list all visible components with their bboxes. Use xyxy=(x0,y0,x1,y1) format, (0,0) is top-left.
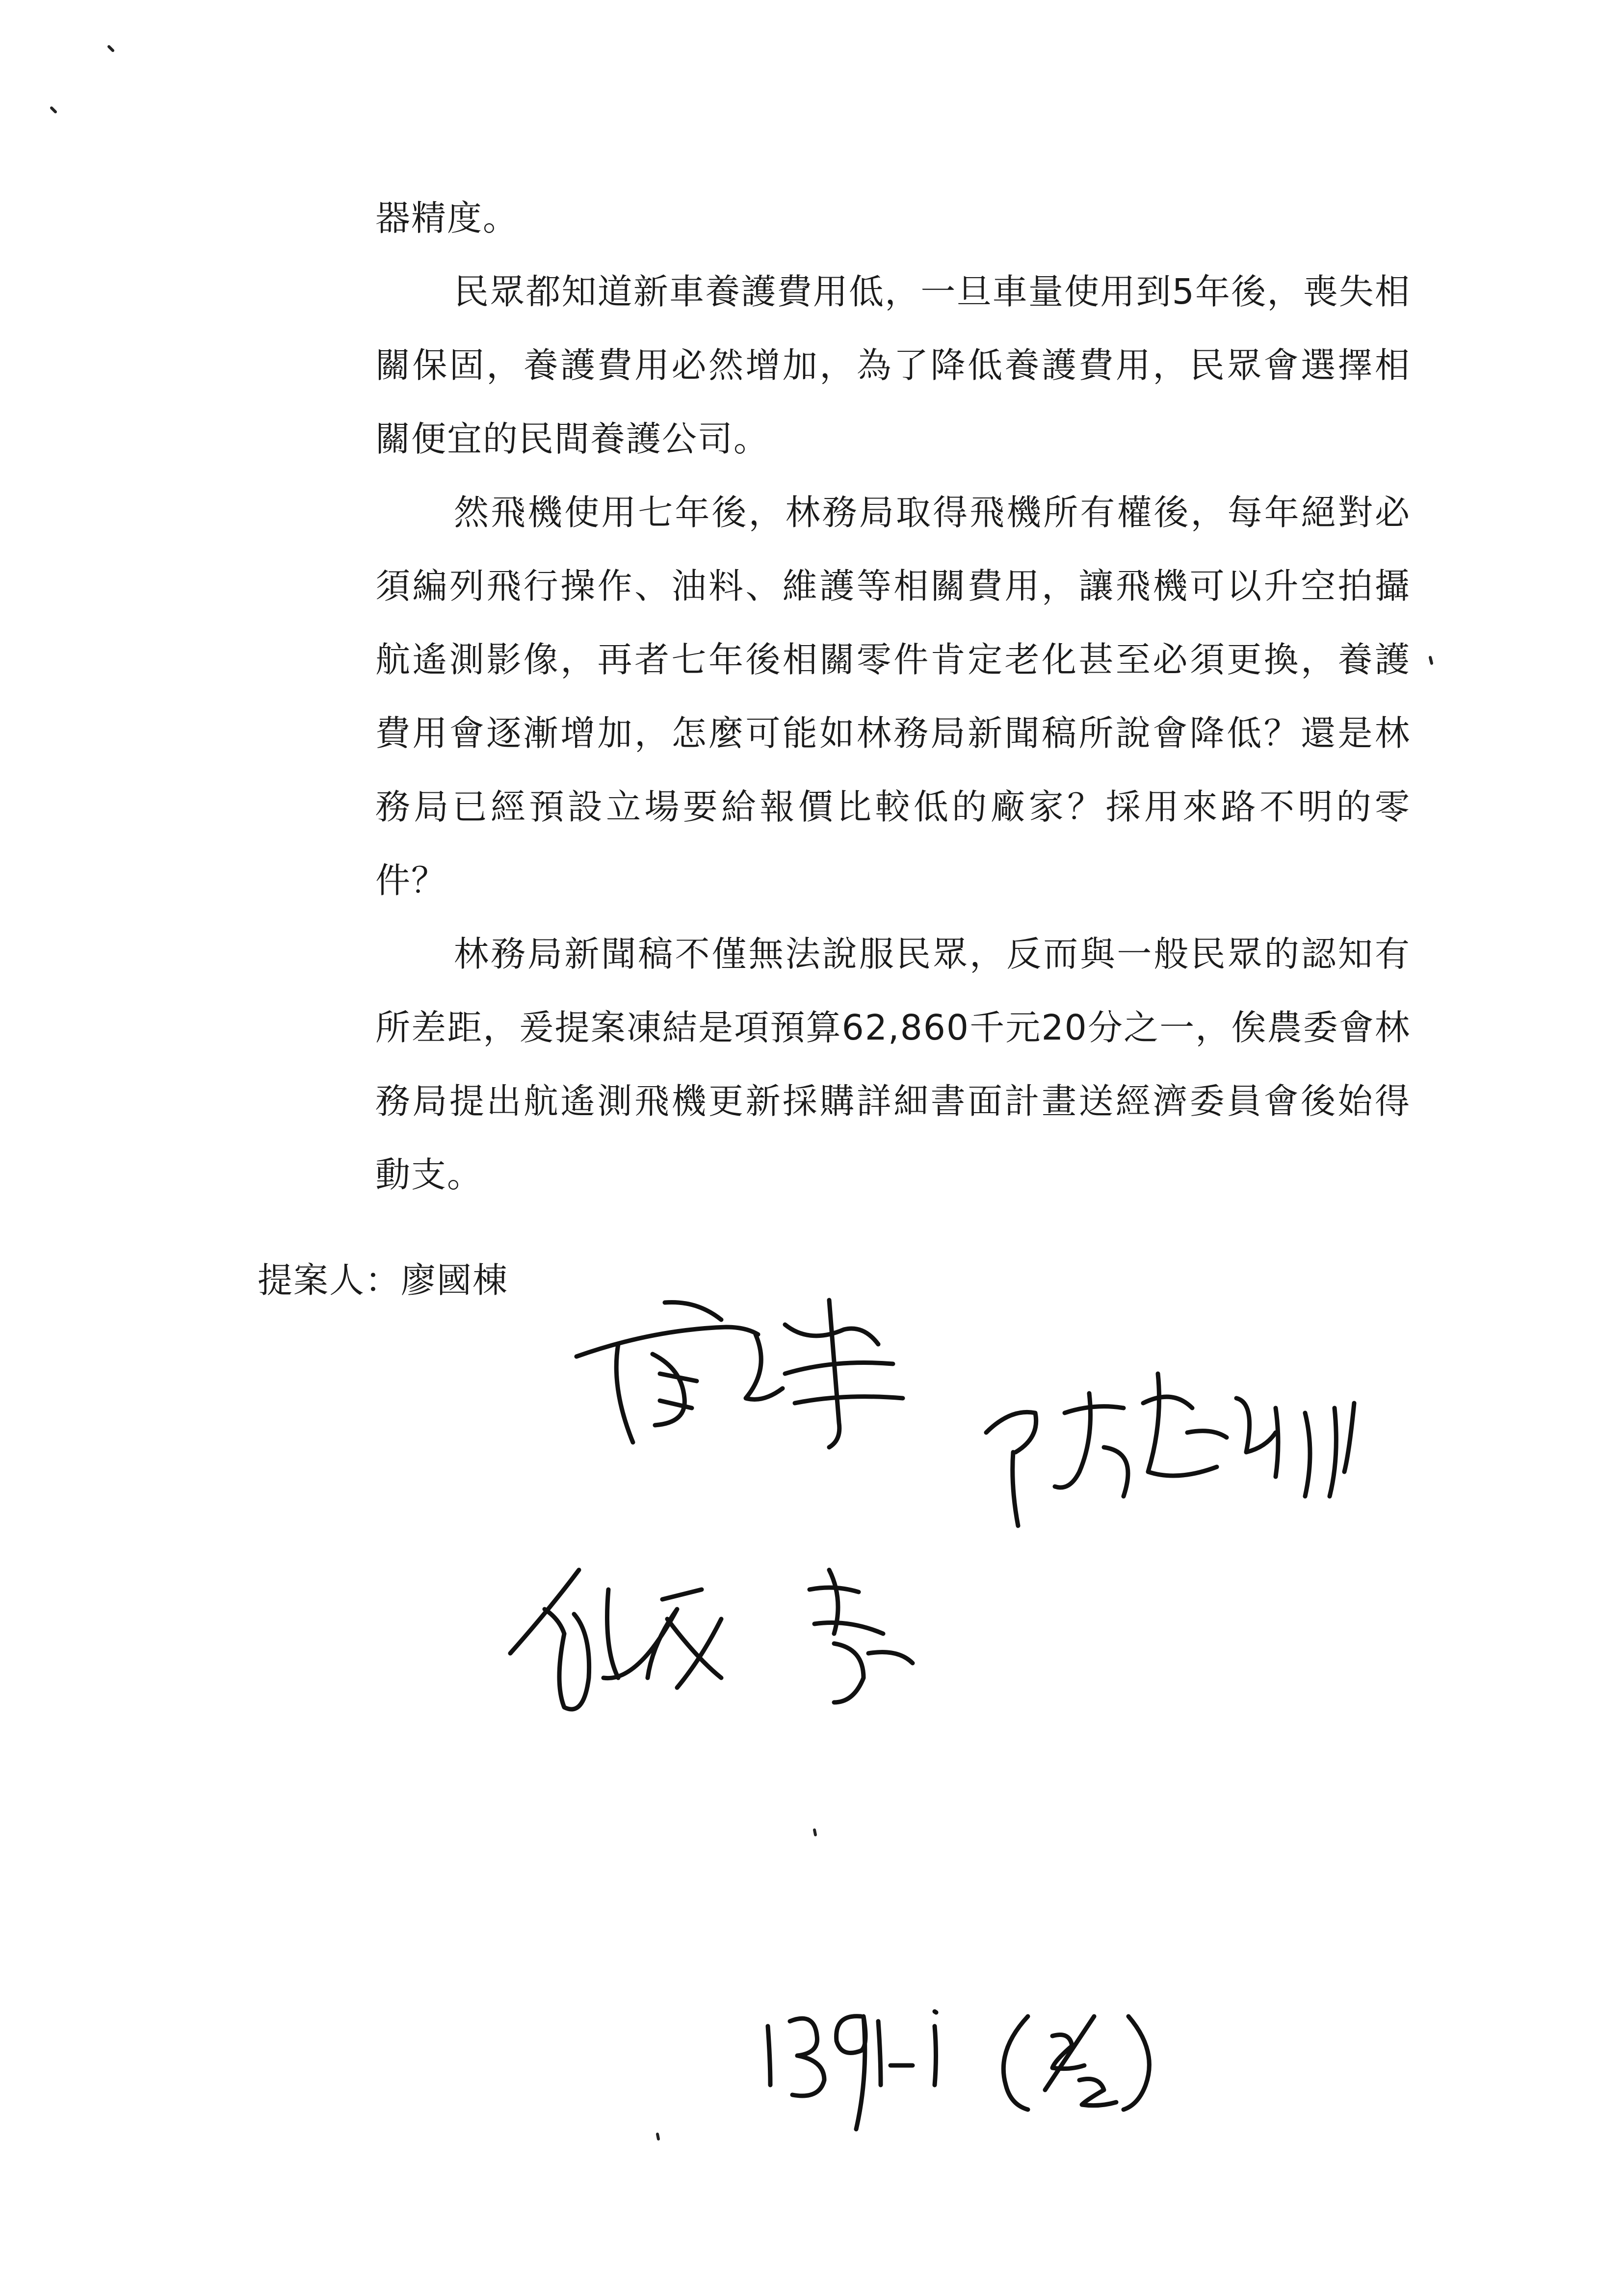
signature-3 xyxy=(510,1570,913,1709)
signature-2 xyxy=(986,1374,1354,1526)
paragraph-proposal: 林務局新聞稿不僅無法說服民眾，反而與一般民眾的認知有所差距，爰提案凍結是項預算62,860千元20分之一，俟農委會林務局提出航遙測飛機更新採購詳細書面計畫送經濟委員會後始得動支。 xyxy=(375,934,1411,1195)
paragraph-aircraft-usage: 然飛機使用七年後，林務局取得飛機所有權後，每年絕對必須編列飛行操作、油料、維護等相關費用，讓飛機可以升空拍攝航遙測影像，再者七年後相關零件肯定老化甚至必須更換，養護費用會逐漸增加，怎麼可能如林務局新聞稿所說會降低？還是林務局已經預設立場要給報價比較低的廠家？採用來路不明的零件？ xyxy=(375,492,1411,901)
proposer-label: 提案人：廖國棟 xyxy=(258,1260,509,1301)
page-mark xyxy=(768,2011,1149,2129)
paragraph-maintenance-cost: 民眾都知道新車養護費用低，一旦車量使用到5年後，喪失相關保固，養護費用必然增加，為了降低養護費用，民眾會選擇相關便宜的民間養護公司。 xyxy=(375,271,1411,459)
paragraph-continuation: 器精度。 xyxy=(375,198,519,238)
scan-specks xyxy=(52,47,1432,2139)
signature-1 xyxy=(576,1300,903,1447)
